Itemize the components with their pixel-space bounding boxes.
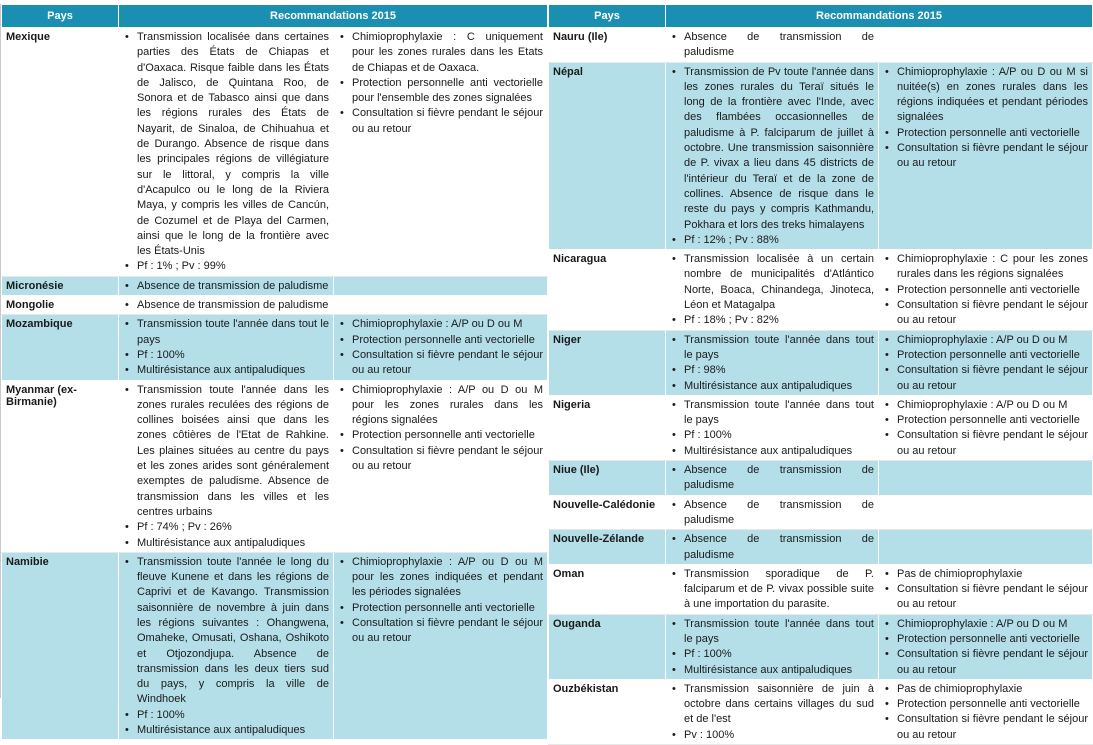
list-item: • Protection personnelle anti vectorielle	[883, 697, 1088, 712]
situation-cell	[666, 330, 879, 395]
situation-list	[670, 65, 874, 249]
recommendation-list	[338, 555, 543, 647]
header-recommandations: Recommandations 2015	[119, 5, 548, 28]
country-name: Nouvelle-Calédonie	[549, 495, 666, 530]
table-body-left	[2, 28, 548, 740]
recommendation-list	[883, 567, 1088, 613]
list-item: • Pf : 100%	[670, 428, 874, 443]
country-name: Mongolie	[2, 296, 119, 315]
list-item: • Protection personnelle anti vectorielle	[338, 333, 543, 348]
table-row	[2, 315, 548, 380]
recommendation-cell	[879, 250, 1093, 330]
situation-cell	[119, 552, 334, 740]
table-row	[549, 330, 1093, 395]
situation-cell	[666, 679, 879, 744]
list-item: • Transmission toute l'année dans les zones rurales reculées des régions de collines boisées ainsi que dans les zones côtières de l'Etat de Rahkine. Les plaines situées au centre du pays et les zones arides sont généralement exemptes de paludisme. Absence de transmission dans les villes et les centres urbains	[123, 383, 329, 521]
country-name: Niger	[549, 330, 666, 395]
country-name: Ouzbékistan	[549, 679, 666, 744]
recommendation-cell	[334, 28, 548, 277]
list-item: • Transmission sporadique de P. falciparum et de P. vivax possible suite à une importation du parasite.	[670, 567, 874, 613]
situation-list	[123, 317, 329, 378]
situation-list	[670, 532, 874, 563]
list-item: • Consultation si fièvre pendant le séjour ou au retour	[338, 444, 543, 475]
recommendation-cell	[879, 679, 1093, 744]
list-item: • Transmission toute l'année dans tout le pays	[670, 398, 874, 429]
list-item: • Transmission toute l'année le long du fleuve Kunene et dans les régions de Caprivi et de Kavango. Transmission saisonnière de novembre à juin dans les régions suivantes : Ohangwena, Omaheke, Omusati, Oshana, Oshikoto et Otjozondjupa. Absence de transmission dans les deux tiers sud du pays, y compris la ville de Windhoek	[123, 555, 329, 708]
recommendation-cell	[879, 461, 1093, 496]
list-item: • Consultation si fièvre pendant le séjour ou au retour	[883, 582, 1088, 613]
list-item: • Chimioprophylaxie : A/P ou D ou M	[338, 317, 543, 332]
situation-cell	[666, 564, 879, 614]
list-item: • Pf : 100%	[123, 348, 329, 363]
list-item: • Chimioprophylaxie : A/P ou D ou M	[883, 333, 1088, 348]
situation-list	[670, 682, 874, 743]
recommendation-list	[883, 398, 1088, 459]
list-item: • Protection personnelle anti vectorielle	[883, 348, 1088, 363]
list-item: • Consultation si fièvre pendant le séjour ou au retour	[338, 616, 543, 647]
country-name: Mozambique	[2, 315, 119, 380]
list-item: • Absence de transmission de paludisme	[123, 279, 329, 294]
list-item: • Chimioprophylaxie : A/P ou D ou M	[883, 398, 1088, 413]
situation-cell	[666, 395, 879, 460]
list-item: • Consultation si fièvre pendant le séjour ou au retour	[883, 298, 1088, 329]
list-item: • Transmission toute l'année dans tout le pays	[123, 317, 329, 348]
situation-cell	[119, 296, 334, 315]
table-row	[549, 614, 1093, 679]
recommendation-cell	[879, 395, 1093, 460]
header-recommandations: Recommandations 2015	[666, 5, 1093, 28]
list-item: • Absence de transmission de paludisme	[123, 298, 329, 313]
table-row	[549, 495, 1093, 530]
list-item: • Protection personnelle anti vectorielle	[338, 428, 543, 443]
list-item: • Absence de transmission de paludisme	[670, 30, 874, 61]
table-row	[2, 380, 548, 552]
recommendation-cell	[334, 276, 548, 295]
list-item: • Protection personnelle anti vectorielle pour l'ensemble des zones signalées	[338, 76, 543, 107]
list-item: • Multirésistance aux antipaludiques	[670, 444, 874, 459]
situation-list	[123, 555, 329, 739]
list-item: • Pf : 1% ; Pv : 99%	[123, 259, 329, 274]
recommendation-cell	[879, 495, 1093, 530]
list-item: • Multirésistance aux antipaludiques	[670, 379, 874, 394]
table-row	[549, 530, 1093, 565]
list-item: • Chimioprophylaxie : A/P ou D ou M	[883, 617, 1088, 632]
table-row	[549, 564, 1093, 614]
recommendation-list	[883, 682, 1088, 743]
country-name: Népal	[549, 62, 666, 250]
situation-cell	[119, 276, 334, 295]
situation-list	[123, 298, 329, 313]
list-item: • Transmission localisée à un certain nombre de municipalités d'Atlántico Norte, Boaca, Chinandega, Jinoteca, Léon et Matagalpa	[670, 252, 874, 313]
list-item: • Transmission de Pv toute l'année dans les zones rurales du Teraï situés le long de la frontière avec l'Inde, avec des flambées occasionnelles de paludisme à P. falciparum de juillet à octobre. Une transmission saisonnière de P. vivax a lieu dans 45 districts de l'intérieur du Teraï et de la zone de collines. Absence de risque dans le reste du pays y compris Kathmandu, Pokhara et lors des treks himalayens	[670, 65, 874, 233]
list-item: • Pf : 18% ; Pv : 82%	[670, 313, 874, 328]
table-row	[2, 296, 548, 315]
recommendation-list	[338, 317, 543, 378]
list-item: • Protection personnelle anti vectorielle	[338, 601, 543, 616]
recommendation-cell	[879, 62, 1093, 250]
situation-list	[670, 498, 874, 529]
situation-list	[123, 383, 329, 551]
list-item: • Transmission localisée dans certaines parties des États de Chiapas et d'Oaxaca. Risque faible dans les États de Jalisco, de Quintana Roo, de Sonora et de Tabasco ainsi que dans les régions rurales des États de Nayarit, de Sinaloa, de Chihuahua et de Durango. Absence de risque dans les principales régions de villégiature sur le littoral, y compris la ville d'Acapulco ou le long de la Riviera Maya, y compris les villes de Cancún, de Cozumel et de Playa del Carmen, ainsi que le long de la frontière avec les États-Unis	[123, 30, 329, 259]
situation-cell	[119, 315, 334, 380]
recommendation-cell	[334, 552, 548, 740]
country-name: Oman	[549, 564, 666, 614]
list-item: • Pas de chimioprophylaxie	[883, 567, 1088, 582]
situation-cell	[666, 62, 879, 250]
recommendation-list	[883, 617, 1088, 678]
list-item: • Multirésistance aux antipaludiques	[123, 536, 329, 551]
list-item: • Consultation si fièvre pendant le séjour ou au retour	[883, 141, 1088, 172]
list-item: • Absence de transmission de paludisme	[670, 498, 874, 529]
situation-cell	[666, 530, 879, 565]
table-row	[549, 395, 1093, 460]
country-name: Nauru (Ile)	[549, 28, 666, 63]
country-name: Nigeria	[549, 395, 666, 460]
country-name: Myanmar (ex-Birmanie)	[2, 380, 119, 552]
list-item: • Consultation si fièvre pendant le séjour ou au retour	[883, 428, 1088, 459]
recommendation-cell	[334, 315, 548, 380]
recommendation-cell	[879, 28, 1093, 63]
situation-list	[123, 30, 329, 275]
list-item: • Protection personnelle anti vectorielle	[883, 283, 1088, 298]
recommendation-cell	[879, 330, 1093, 395]
list-item: • Consultation si fièvre pendant le séjour ou au retour	[338, 348, 543, 379]
situation-list	[670, 617, 874, 678]
table-row	[549, 28, 1093, 63]
table-row	[2, 276, 548, 295]
table-row	[549, 62, 1093, 250]
situation-list	[670, 398, 874, 459]
table-body-right	[549, 28, 1093, 745]
country-name: Mexique	[2, 28, 119, 277]
list-item: • Pf : 100%	[123, 708, 329, 723]
list-item: • Chimioprophylaxie : C pour les zones rurales dans les régions signalées	[883, 252, 1088, 283]
country-name: Namibie	[2, 552, 119, 740]
list-item: • Chimioprophylaxie : A/P ou D ou M pour les zones indiquées et pendant les périodes signalées	[338, 555, 543, 601]
table-row	[2, 552, 548, 740]
situation-list	[670, 333, 874, 394]
list-item: • Chimioprophylaxie : A/P ou D ou M si nuitée(s) en zones rurales dans les régions indiquées et pendant périodes signalées	[883, 65, 1088, 126]
list-item: • Multirésistance aux antipaludiques	[670, 663, 874, 678]
situation-cell	[119, 28, 334, 277]
list-item: • Pv : 100%	[670, 728, 874, 743]
list-item: • Absence de transmission de paludisme	[670, 463, 874, 494]
recommendation-cell	[879, 614, 1093, 679]
list-item: • Consultation si fièvre pendant le séjour ou au retour	[883, 647, 1088, 678]
list-item: • Absence de transmission de paludisme	[670, 532, 874, 563]
list-item: • Consultation si fièvre pendant le séjour ou au retour	[883, 712, 1088, 743]
header-pays: Pays	[2, 5, 119, 28]
left-table-panel	[0, 4, 548, 737]
situation-list	[670, 463, 874, 494]
recommendation-list	[338, 30, 543, 137]
situation-cell	[666, 28, 879, 63]
situation-cell	[666, 250, 879, 330]
list-item: • Consultation si fièvre pendant le séjour ou au retour	[883, 363, 1088, 394]
right-table-panel	[548, 4, 1093, 741]
recommendation-list	[883, 252, 1088, 328]
situation-list	[670, 30, 874, 61]
malaria-table-right	[548, 4, 1093, 745]
recommendation-cell	[879, 564, 1093, 614]
recommendation-list	[883, 65, 1088, 172]
recommendation-cell	[334, 296, 548, 315]
list-item: • Pf : 98%	[670, 363, 874, 378]
recommendation-list	[338, 383, 543, 475]
list-item: • Multirésistance aux antipaludiques	[123, 363, 329, 378]
list-item: • Protection personnelle anti vectorielle	[883, 632, 1088, 647]
situation-list	[670, 252, 874, 328]
list-item: • Protection personnelle anti vectorielle	[883, 126, 1088, 141]
country-name: Nouvelle-Zélande	[549, 530, 666, 565]
country-name: Micronésie	[2, 276, 119, 295]
country-name: Ouganda	[549, 614, 666, 679]
list-item: • Pf : 12% ; Pv : 88%	[670, 233, 874, 248]
situation-cell	[666, 495, 879, 530]
list-item: • Pas de chimioprophylaxie	[883, 682, 1088, 697]
situation-list	[123, 279, 329, 294]
list-item: • Transmission toute l'année dans tout le pays	[670, 333, 874, 364]
country-name: Nicaragua	[549, 250, 666, 330]
malaria-table-left	[1, 4, 548, 740]
list-item: • Transmission toute l'année dans tout le pays	[670, 617, 874, 648]
table-row	[549, 461, 1093, 496]
situation-cell	[119, 380, 334, 552]
list-item: • Chimioprophylaxie : C uniquement pour les zones rurales dans les Etats de Chiapas et de Oaxaca.	[338, 30, 543, 76]
table-row	[549, 679, 1093, 744]
recommendation-list	[883, 333, 1088, 394]
header-pays: Pays	[549, 5, 666, 28]
country-name: Niue (Ile)	[549, 461, 666, 496]
recommendation-cell	[879, 530, 1093, 565]
list-item: • Pf : 100%	[670, 647, 874, 662]
situation-cell	[666, 461, 879, 496]
situation-list	[670, 567, 874, 613]
table-row	[2, 28, 548, 277]
list-item: • Transmission saisonnière de juin à octobre dans certains villages du sud et de l'est	[670, 682, 874, 728]
list-item: • Multirésistance aux antipaludiques	[123, 723, 329, 738]
list-item: • Protection personnelle anti vectorielle	[883, 413, 1088, 428]
situation-cell	[666, 614, 879, 679]
list-item: • Consultation si fièvre pendant le séjour ou au retour	[338, 106, 543, 137]
table-row	[549, 250, 1093, 330]
recommendation-cell	[334, 380, 548, 552]
list-item: • Chimioprophylaxie : A/P ou D ou M pour les zones rurales dans les régions signalées	[338, 383, 543, 429]
list-item: • Pf : 74% ; Pv : 26%	[123, 520, 329, 535]
